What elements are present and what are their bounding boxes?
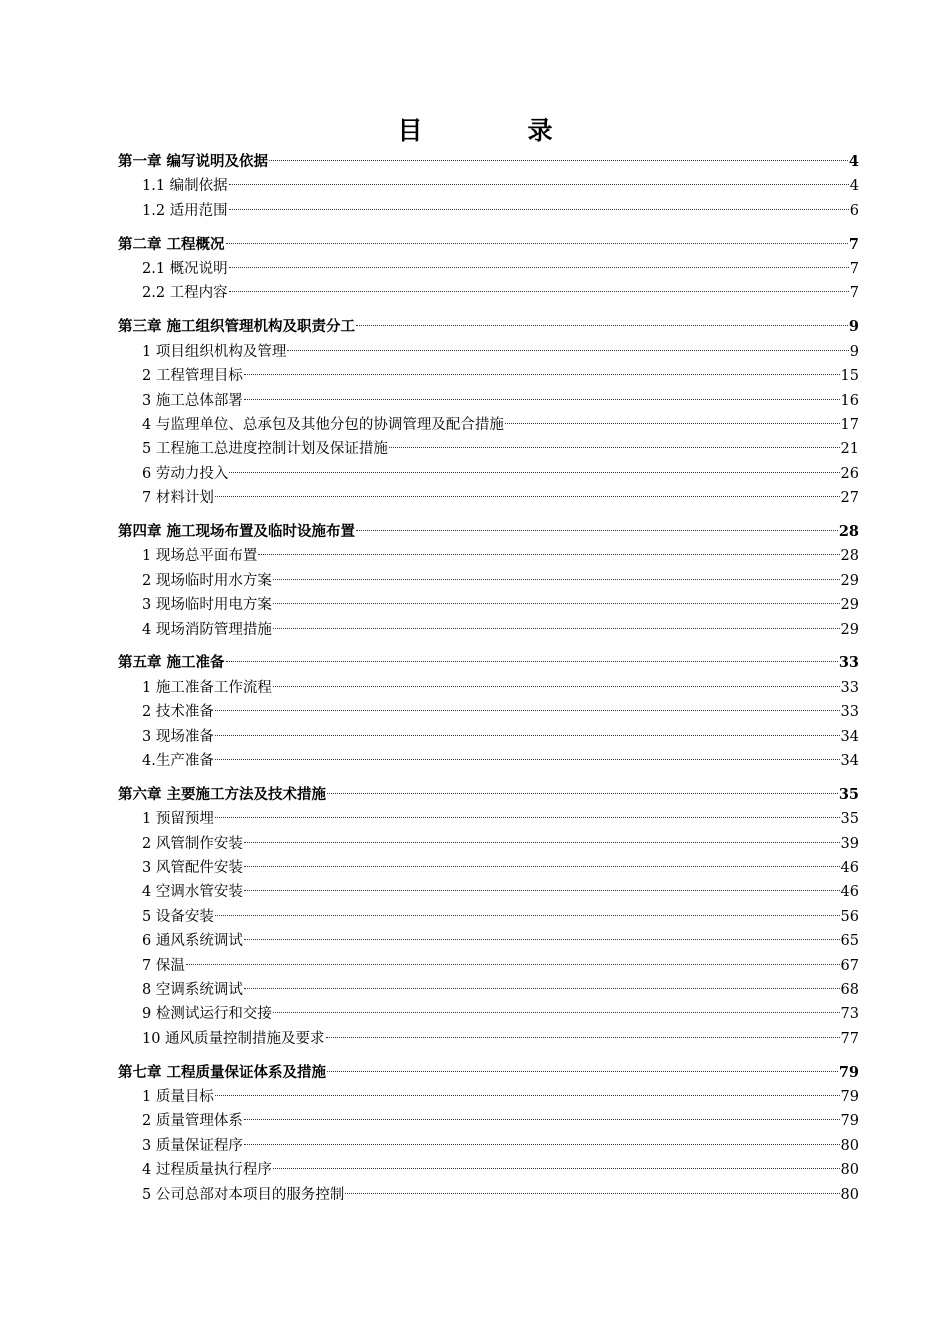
toc-section-entry[interactable] (118, 905, 859, 929)
toc-section-entry-page-number: 77 (840, 1030, 859, 1047)
toc-section-entry-page-number: 80 (840, 1186, 859, 1203)
toc-section-entry[interactable] (118, 593, 859, 617)
dot-leader (244, 939, 840, 940)
toc-section-entry-page-number: 7 (849, 285, 859, 302)
toc-section-entry[interactable] (118, 954, 859, 978)
toc-section-entry-label: 10 通风质量控制措施及要求 (142, 1030, 325, 1047)
toc-section-entry[interactable] (118, 1085, 859, 1109)
toc-chapter-entry-page-number: 7 (848, 235, 859, 253)
toc-section-entry-page-number: 35 (840, 811, 859, 828)
toc-section-entry[interactable] (118, 700, 859, 724)
toc-section-entry[interactable] (118, 1002, 859, 1026)
toc-section-entry-page-number: 28 (840, 548, 859, 565)
toc-section-entry-page-number: 29 (840, 621, 859, 638)
toc-chapter-entry-page-number: 4 (848, 153, 859, 170)
toc-section-entry-label: 4 现场消防管理措施 (142, 621, 272, 638)
dot-leader (229, 291, 849, 292)
dot-leader (273, 628, 840, 629)
toc-section-entry[interactable] (118, 1134, 859, 1158)
toc-section-entry-page-number: 79 (840, 1089, 859, 1106)
toc-section-entry-label: 3 现场临时用电方案 (142, 597, 272, 614)
dot-leader (244, 399, 840, 400)
toc-section-entry[interactable] (118, 486, 859, 510)
dot-leader (215, 710, 840, 711)
toc-section-entry-page-number: 7 (849, 261, 859, 278)
toc-section-entry-page-number: 34 (840, 752, 859, 769)
dot-leader (244, 1119, 840, 1120)
toc-chapter-entry[interactable] (118, 783, 859, 807)
toc-section-entry-label: 2 质量管理体系 (142, 1113, 243, 1130)
toc-section-entry[interactable] (118, 725, 859, 749)
toc-section-entry-label: 3 质量保证程序 (142, 1137, 243, 1154)
toc-section-entry-label: 2.1 概况说明 (142, 261, 228, 278)
dot-leader (226, 661, 838, 662)
toc-section-entry[interactable] (118, 544, 859, 568)
toc-section-entry[interactable] (118, 856, 859, 880)
toc-section-entry[interactable] (118, 749, 859, 773)
dot-leader (215, 817, 840, 818)
toc-section-entry-label: 3 现场准备 (142, 728, 214, 745)
toc-section-entry-label: 1.2 适用范围 (142, 202, 228, 219)
dot-leader (273, 579, 840, 580)
toc-section-entry-page-number: 46 (840, 860, 859, 877)
toc-chapter-entry[interactable] (118, 1061, 859, 1085)
toc-section-entry-page-number: 15 (840, 368, 859, 385)
toc-section-entry-page-number: 29 (840, 597, 859, 614)
toc-chapter-entry-label: 第一章 编写说明及依据 (118, 153, 269, 170)
toc-chapter-entry-label: 第六章 主要施工方法及技术措施 (118, 785, 327, 803)
toc-chapter-entry[interactable] (118, 651, 859, 675)
toc-section-entry-page-number: 33 (840, 704, 859, 721)
toc-section-entry[interactable] (118, 281, 859, 305)
toc-section-entry-label: 7 保温 (142, 957, 185, 974)
toc-chapter-entry[interactable] (118, 315, 859, 339)
dot-leader (326, 1037, 840, 1038)
toc-chapter-entry-page-number: 9 (848, 318, 859, 336)
toc-section-entry[interactable] (118, 676, 859, 700)
dot-leader (186, 964, 840, 965)
toc-section-entry-page-number: 79 (840, 1113, 859, 1130)
toc-section-entry[interactable] (118, 978, 859, 1002)
dot-leader (229, 472, 839, 473)
toc-section-entry-page-number: 73 (840, 1006, 859, 1023)
dot-leader (273, 1168, 840, 1169)
dot-leader (226, 243, 848, 244)
toc-section-entry[interactable] (118, 1109, 859, 1133)
dot-leader (215, 915, 840, 916)
toc-section-entry-page-number: 29 (840, 572, 859, 589)
dot-leader (258, 554, 839, 555)
toc-section-entry[interactable] (118, 257, 859, 281)
toc-section-entry[interactable] (118, 807, 859, 831)
toc-section-entry-label: 5 工程施工总进度控制计划及保证措施 (142, 441, 388, 458)
toc-section-entry-page-number: 33 (840, 679, 859, 696)
toc-section-entry-page-number: 21 (840, 441, 859, 458)
toc-section-entry[interactable] (118, 340, 859, 364)
toc-section-entry[interactable] (118, 1027, 859, 1051)
dot-leader (244, 890, 840, 891)
toc-section-entry[interactable] (118, 389, 859, 413)
toc-section-entry-label: 1 预留预埋 (142, 811, 214, 828)
toc-section-entry-page-number: 56 (840, 908, 859, 925)
toc-section-entry[interactable] (118, 569, 859, 593)
toc-chapter-entry-page-number: 33 (838, 654, 859, 672)
dot-leader (244, 374, 840, 375)
toc-chapter-entry[interactable] (118, 150, 859, 174)
dot-leader (229, 267, 849, 268)
toc-section-entry-label: 2 现场临时用水方案 (142, 572, 272, 589)
dot-leader (215, 735, 840, 736)
toc-chapter-entry-page-number: 28 (838, 522, 859, 540)
toc-chapter-entry-label: 第三章 施工组织管理机构及职责分工 (118, 318, 356, 336)
toc-section-entry[interactable] (118, 618, 859, 642)
toc-section-entry[interactable] (118, 199, 859, 223)
toc-section-entry-page-number: 80 (840, 1137, 859, 1154)
toc-section-entry-label: 9 检测试运行和交接 (142, 1006, 272, 1023)
toc-section-entry-label: 4 与监理单位、总承包及其他分包的协调管理及配合措施 (142, 416, 504, 433)
toc-section-entry-label: 3 风管配件安装 (142, 860, 243, 877)
table-of-contents (118, 150, 859, 1207)
dot-leader (327, 793, 838, 794)
toc-section-entry[interactable] (118, 437, 859, 461)
dot-leader (273, 1012, 840, 1013)
page-title: 目 录 (397, 116, 593, 145)
toc-section-entry-page-number: 9 (849, 343, 859, 360)
toc-section-entry-label: 4 空调水管安装 (142, 884, 243, 901)
toc-section-entry[interactable] (118, 174, 859, 198)
toc-section-entry-page-number: 17 (840, 416, 859, 433)
toc-chapter-entry[interactable] (118, 233, 859, 257)
dot-leader (505, 423, 840, 424)
toc-chapter-entry-label: 第七章 工程质量保证体系及措施 (118, 1063, 327, 1081)
toc-section-entry-label: 2.2 工程内容 (142, 285, 228, 302)
dot-leader (244, 842, 840, 843)
dot-leader (215, 759, 840, 760)
toc-section-entry[interactable] (118, 929, 859, 953)
toc-section-entry[interactable] (118, 462, 859, 486)
dot-leader (244, 1144, 840, 1145)
toc-section-entry-page-number: 67 (840, 957, 859, 974)
toc-section-entry-label: 8 空调系统调试 (142, 982, 243, 998)
toc-section-entry-label: 2 技术准备 (142, 704, 214, 721)
toc-section-entry-label: 1 现场总平面布置 (142, 548, 258, 565)
toc-section-entry-label: 4.生产准备 (142, 752, 214, 769)
dot-leader (269, 160, 848, 161)
toc-section-entry-page-number: 26 (840, 465, 859, 482)
toc-section-entry-page-number: 65 (840, 933, 859, 950)
toc-section-entry-label: 1 质量目标 (142, 1089, 214, 1106)
toc-section-entry-page-number: 16 (840, 392, 859, 409)
toc-section-entry-page-number: 46 (840, 884, 859, 901)
toc-section-entry-label: 1 项目组织机构及管理 (142, 343, 287, 360)
dot-leader (287, 350, 848, 351)
toc-section-entry-label: 7 材料计划 (142, 490, 214, 507)
dot-leader (229, 209, 849, 210)
toc-section-entry-page-number: 6 (849, 202, 859, 219)
dot-leader (273, 603, 840, 604)
toc-section-entry-page-number: 80 (840, 1162, 859, 1179)
toc-section-entry-page-number: 68 (840, 982, 859, 998)
toc-section-entry-label: 5 公司总部对本项目的服务控制 (142, 1186, 345, 1203)
toc-section-entry[interactable] (118, 1183, 859, 1207)
dot-leader (229, 184, 849, 185)
toc-section-entry-label: 1 施工准备工作流程 (142, 679, 272, 696)
dot-leader (356, 530, 838, 531)
dot-leader (345, 1193, 839, 1194)
toc-section-entry[interactable] (118, 832, 859, 856)
toc-section-entry-label: 3 施工总体部署 (142, 392, 243, 409)
toc-chapter-entry-page-number: 79 (838, 1063, 859, 1081)
toc-section-entry-page-number: 39 (840, 835, 859, 852)
toc-section-entry-label: 2 工程管理目标 (142, 368, 243, 385)
dot-leader (389, 447, 840, 448)
toc-section-entry-page-number: 27 (840, 490, 859, 507)
dot-leader (356, 325, 848, 326)
toc-section-entry-page-number: 34 (840, 728, 859, 745)
toc-chapter-entry-label: 第五章 施工准备 (118, 654, 225, 672)
dot-leader (244, 866, 840, 867)
toc-section-entry-label: 4 过程质量执行程序 (142, 1162, 272, 1179)
toc-chapter-entry-label: 第四章 施工现场布置及临时设施布置 (118, 522, 356, 540)
toc-section-entry-label: 6 通风系统调试 (142, 933, 243, 950)
toc-section-entry[interactable] (118, 880, 859, 904)
toc-chapter-entry-page-number: 35 (838, 785, 859, 803)
toc-section-entry-page-number: 4 (849, 178, 859, 195)
toc-chapter-entry[interactable] (118, 520, 859, 544)
dot-leader (215, 1095, 840, 1096)
toc-section-entry[interactable] (118, 413, 859, 437)
dot-leader (215, 496, 840, 497)
dot-leader (273, 686, 840, 687)
toc-section-entry-label: 5 设备安装 (142, 908, 214, 925)
toc-section-entry-label: 6 劳动力投入 (142, 465, 229, 482)
toc-section-entry[interactable] (118, 1158, 859, 1182)
toc-section-entry[interactable] (118, 364, 859, 388)
toc-chapter-entry-label: 第二章 工程概况 (118, 235, 225, 253)
dot-leader (327, 1071, 838, 1072)
toc-section-entry-label: 1.1 编制依据 (142, 178, 228, 195)
dot-leader (244, 988, 840, 989)
toc-section-entry-label: 2 风管制作安装 (142, 835, 243, 852)
